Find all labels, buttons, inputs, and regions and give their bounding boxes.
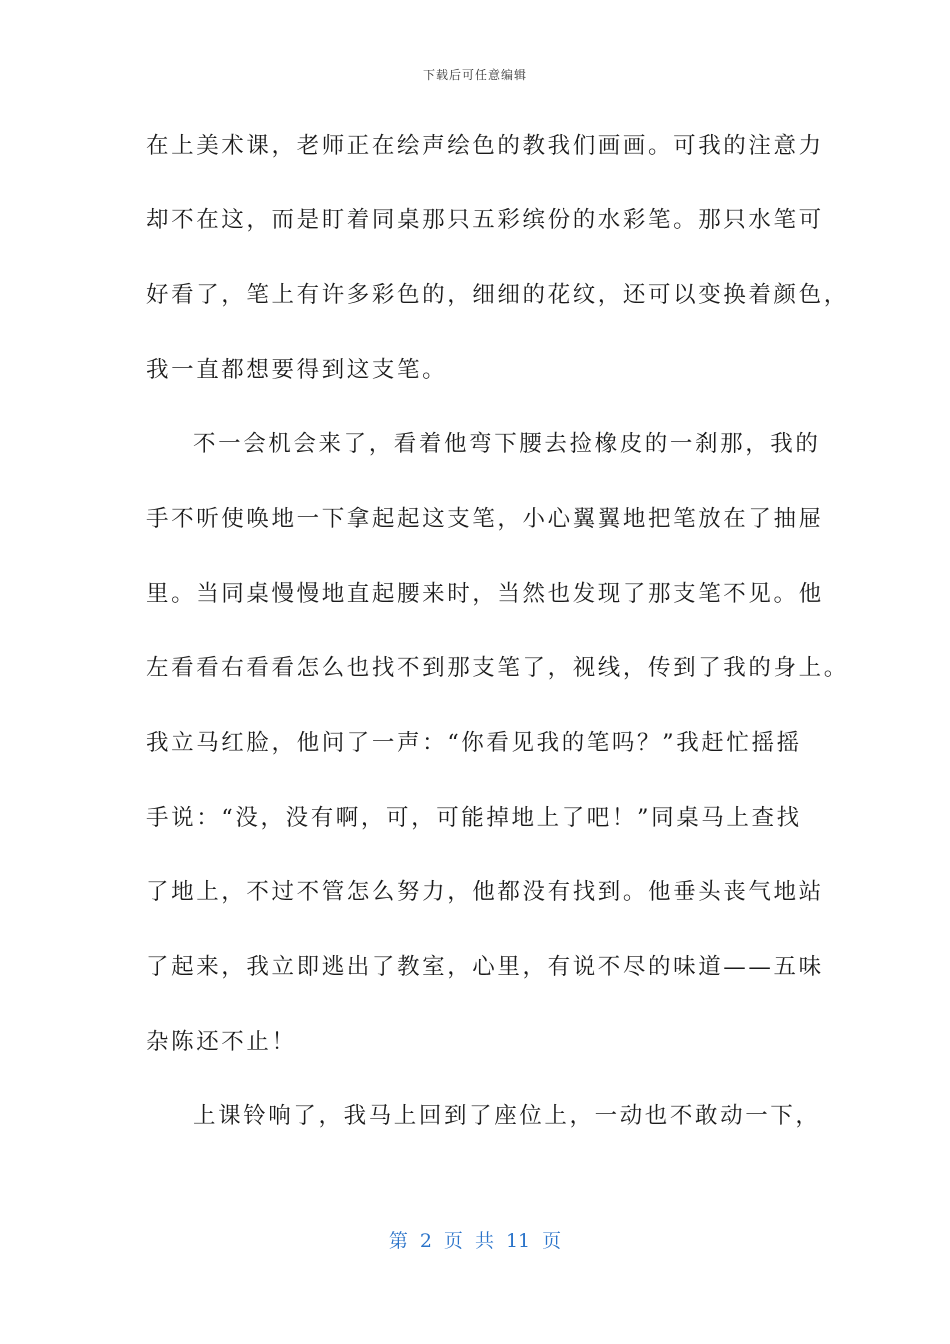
text-line: 里。当同桌慢慢地直起腰来时，当然也发现了那支笔不见。他 xyxy=(146,581,824,607)
text-line: 杂陈还不止！ xyxy=(146,1029,297,1055)
text-line: 手不听使唤地一下拿起起这支笔，小心翼翼地把笔放在了抽屉 xyxy=(146,506,824,532)
total-pages: 11 xyxy=(505,1230,531,1252)
text-line: 却不在这，而是盯着同桌那只五彩缤份的水彩笔。那只水笔可 xyxy=(146,207,824,233)
page-number: 2 xyxy=(419,1230,432,1252)
text-line: 好看了，笔上有许多彩色的，细细的花纹，还可以变换着颜色， xyxy=(146,282,849,308)
page-header: 下载后可任意编辑 xyxy=(422,68,527,82)
text-line: 左看看右看看怎么也找不到那支笔了，视线，传到了我的身上。 xyxy=(146,655,849,681)
footer-suffix: 页 xyxy=(542,1230,562,1252)
text-line: 不一会机会来了，看着他弯下腰去捡橡皮的一刹那，我的 xyxy=(193,431,821,457)
text-line: 在上美术课，老师正在绘声绘色的教我们画画。可我的注意力 xyxy=(146,133,824,159)
footer-mid: 页 共 xyxy=(443,1230,494,1252)
text-line: 了起来，我立即逃出了教室，心里，有说不尽的味道——五味 xyxy=(146,954,824,980)
text-line: 上课铃响了，我马上回到了座位上，一动也不敢动一下， xyxy=(193,1103,821,1129)
footer-prefix: 第 xyxy=(388,1230,408,1252)
text-line: 我一直都想要得到这支笔。 xyxy=(146,357,448,383)
text-line: 手说：“没，没有啊，可，可能掉地上了吧！”同桌马上查找 xyxy=(146,805,802,831)
text-line: 我立马红脸，他问了一声：“你看见我的笔吗？”我赶忙摇摇 xyxy=(146,730,802,756)
text-line: 了地上，不过不管怎么努力，他都没有找到。他垂头丧气地站 xyxy=(146,879,824,905)
page-footer xyxy=(0,1226,950,1253)
